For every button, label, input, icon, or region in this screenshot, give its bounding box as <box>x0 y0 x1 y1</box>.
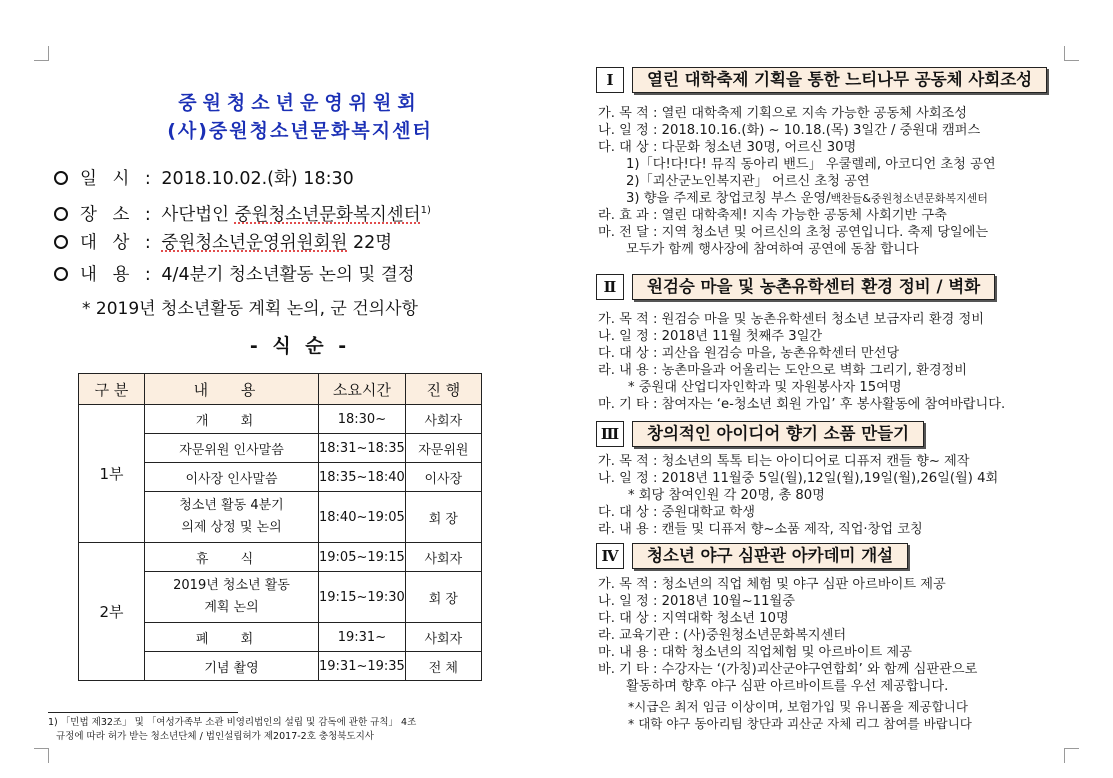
circle-bullet-icon <box>54 207 68 221</box>
section-number: Ⅲ <box>596 421 624 447</box>
section-line: 나. 일 정 : 2018년 11월 첫째주 3일간 <box>598 329 823 344</box>
section-line-part: 3) 향을 주제로 창업코칭 부스 운영/ <box>626 191 831 206</box>
info-place-label: 장 소 : <box>80 204 156 225</box>
time-cell: 19:05~19:15 <box>319 543 406 572</box>
time-cell: 18:35~18:40 <box>319 463 406 492</box>
content-cell <box>145 572 319 623</box>
content-line: 의제 상정 및 논의 <box>181 520 282 535</box>
section-title: 원검승 마을 및 농촌유학센터 환경 정비 / 벽화 <box>632 274 995 300</box>
content-cell: 폐 회 <box>145 623 319 652</box>
section-line: 2)「괴산군노인복지관」 어르신 초청 공연 <box>626 174 870 189</box>
section-line: 다. 대 상 : 지역대학 청소년 10명 <box>598 611 789 626</box>
section-line: 마. 전 달 : 지역 청소년 및 어르신의 초청 공연입니다. 축제 당일에는 <box>598 225 989 240</box>
program-title: - 식 순 - <box>249 335 351 357</box>
info-target <box>54 232 392 254</box>
time-cell: 19:31~19:35 <box>319 652 406 681</box>
host-cell: 사회자 <box>405 623 481 652</box>
content-cell: 휴 식 <box>145 543 319 572</box>
section-line: * 회당 참여인원 각 20명, 총 80명 <box>628 488 825 503</box>
host-cell: 사회자 <box>405 405 481 434</box>
crop-mark-bottom-left <box>34 748 49 763</box>
section-title: 청소년 야구 심판관 아카데미 개설 <box>632 543 908 569</box>
part-cell: 2부 <box>79 543 145 681</box>
footnote-ref: 1) <box>420 205 431 216</box>
footnote-separator <box>48 712 238 713</box>
section-line: 가. 목 적 : 청소년의 톡톡 티는 아이디어로 디퓨저 캔들 향~ 제작 <box>598 454 970 469</box>
table-header-row <box>79 374 482 405</box>
schedule-table <box>78 373 482 681</box>
content-cell <box>145 492 319 543</box>
info-content-value: 4/4분기 청소년활동 논의 및 결정 <box>161 265 415 285</box>
section-line: * 중원대 산업디자인학과 및 자원봉사자 15여명 <box>628 380 902 395</box>
info-target-value: 중원청소년운영위원회원 <box>161 233 348 253</box>
content-cell: 개 회 <box>145 405 319 434</box>
time-cell: 19:15~19:30 <box>319 572 406 623</box>
time-cell: 18:31~18:35 <box>319 434 406 463</box>
section-line: 라. 효 과 : 열린 대학축제! 지속 가능한 공동체 사회기반 구축 <box>598 208 947 223</box>
section-number: Ⅰ <box>596 67 624 93</box>
circle-bullet-icon <box>54 171 68 185</box>
section-line: 가. 목 적 : 청소년의 직업 체험 및 야구 심판 아르바이트 제공 <box>598 577 946 592</box>
section-line: 1)「다!다!다! 뮤직 동아리 밴드」 우쿨렐레, 아코디언 초청 공연 <box>626 157 996 172</box>
info-content <box>54 264 415 286</box>
content-line: 계획 논의 <box>204 600 259 615</box>
content-line: 청소년 활동 4분기 <box>179 498 284 513</box>
header-time: 소요시간 <box>319 374 406 405</box>
section-line: 다. 대 상 : 중원대학교 학생 <box>598 505 755 520</box>
section-number: Ⅱ <box>596 274 624 300</box>
section-line: 가. 목 적 : 원검승 마을 및 농촌유학센터 청소년 보금자리 환경 정비 <box>598 312 984 327</box>
section-line: 마. 기 타 : 참여자는 ‘e-청소년 회원 가입’ 후 봉사활동에 참여바랍니다. <box>598 397 1006 412</box>
content-line: 2019년 청소년 활동 <box>173 578 290 593</box>
section-line: 바. 기 타 : 수강자는 ‘(가칭)괴산군야구연합회’ 와 함께 심판관으로 <box>598 662 978 677</box>
info-place <box>54 200 431 226</box>
crop-mark-bottom-right <box>1064 748 1079 763</box>
host-cell: 회 장 <box>405 492 481 543</box>
host-cell: 사회자 <box>405 543 481 572</box>
footnote-line: 1) 「민법 제32조」 및 「여성가족부 소관 비영리법인의 설립 및 감독에 관한 규칙」 4조 <box>48 717 417 728</box>
time-cell: 18:40~19:05 <box>319 492 406 543</box>
section-line: 라. 내 용 : 캔들 및 디퓨저 향~소품 제작, 직업·창업 코칭 <box>598 522 923 537</box>
section-line: 나. 일 정 : 2018년 11월중 5일(월),12일(월),19일(월),26일(월) 4회 <box>598 471 999 486</box>
section-number: Ⅳ <box>596 543 624 569</box>
info-content-label: 내 용 : <box>80 265 156 285</box>
section-line <box>626 190 988 207</box>
section-line: 다. 대 상 : 다문화 청소년 30명, 어르신 30명 <box>598 140 857 155</box>
section-line: 모두가 함께 행사장에 참여하여 공연에 동참 합니다 <box>626 242 919 257</box>
info-place-prefix: 사단법인 <box>161 204 235 225</box>
section-line: 나. 일 정 : 2018.10.16.(화) ~ 10.18.(목) 3일간 / 중원대 캠퍼스 <box>598 123 981 138</box>
time-cell: 19:31~ <box>319 623 406 652</box>
section-line: 나. 일 정 : 2018년 10월~11월중 <box>598 594 795 609</box>
table-row <box>79 543 482 572</box>
info-date-label: 일 시 : <box>80 169 156 189</box>
crop-mark-top-left <box>34 46 49 61</box>
host-cell: 자문위원 <box>405 434 481 463</box>
time-cell: 18:30~ <box>319 405 406 434</box>
section-line: * 대학 야구 동아리팀 창단과 괴산군 자체 리그 참여를 바랍니다 <box>628 716 972 731</box>
section-title: 창의적인 아이디어 향기 소품 만들기 <box>632 421 924 447</box>
host-cell: 전 체 <box>405 652 481 681</box>
org-name-center: (사)중원청소년문화복지센터 <box>167 120 433 142</box>
info-date-value: 2018.10.02.(화) 18:30 <box>161 169 354 189</box>
header-part: 구 분 <box>79 374 145 405</box>
footnote-line: 규정에 따라 허가 받는 청소년단체 / 법인설립허가 제2017-2호 충청북도지사 <box>56 731 374 742</box>
footnote <box>48 716 416 744</box>
section-line: 라. 내 용 : 농촌마을과 어울리는 도안으로 벽화 그리기, 환경정비 <box>598 363 968 378</box>
header-host: 진 행 <box>405 374 481 405</box>
content-cell: 자문위원 인사말씀 <box>145 434 319 463</box>
part-cell: 1부 <box>79 405 145 543</box>
table-row <box>79 405 482 434</box>
circle-bullet-icon <box>54 267 68 281</box>
org-name-committee: 중원청소년운영위원회 <box>178 92 422 114</box>
host-cell: 회 장 <box>405 572 481 623</box>
info-note: * 2019년 청소년활동 계획 논의, 군 건의사항 <box>82 299 418 319</box>
circle-bullet-icon <box>54 235 68 249</box>
header-content: 내 용 <box>145 374 319 405</box>
info-date <box>54 168 354 190</box>
content-cell: 기념 촬영 <box>145 652 319 681</box>
section-line-part: 백찬들&중원청소년문화복지센터 <box>830 192 988 205</box>
section-line: 라. 교육기관 : (사)중원청소년문화복지센터 <box>598 628 847 643</box>
host-cell: 이사장 <box>405 463 481 492</box>
section-line: 활동하며 향후 야구 심판 아르바이트를 우선 제공합니다. <box>626 679 949 694</box>
section-title: 열린 대학축제 기획을 통한 느티나무 공동체 사회조성 <box>632 67 1047 93</box>
info-target-label: 대 상 : <box>80 233 156 253</box>
section-line: 가. 목 적 : 열린 대학축제 기획으로 지속 가능한 공동체 사회조성 <box>598 106 968 121</box>
info-place-value: 중원청소년문화복지센터 <box>234 204 421 225</box>
content-cell: 이사장 인사말씀 <box>145 463 319 492</box>
crop-mark-top-right <box>1064 46 1079 61</box>
section-line: 다. 대 상 : 괴산읍 원검승 마을, 농촌유학센터 만선당 <box>598 346 900 361</box>
info-target-count: 22명 <box>347 233 393 253</box>
section-line: 마. 내 용 : 대학 청소년의 직업체험 및 아르바이트 제공 <box>598 645 912 660</box>
section-line: *시급은 최저 임금 이상이며, 보험가입 및 유니폼을 제공합니다 <box>628 699 968 714</box>
